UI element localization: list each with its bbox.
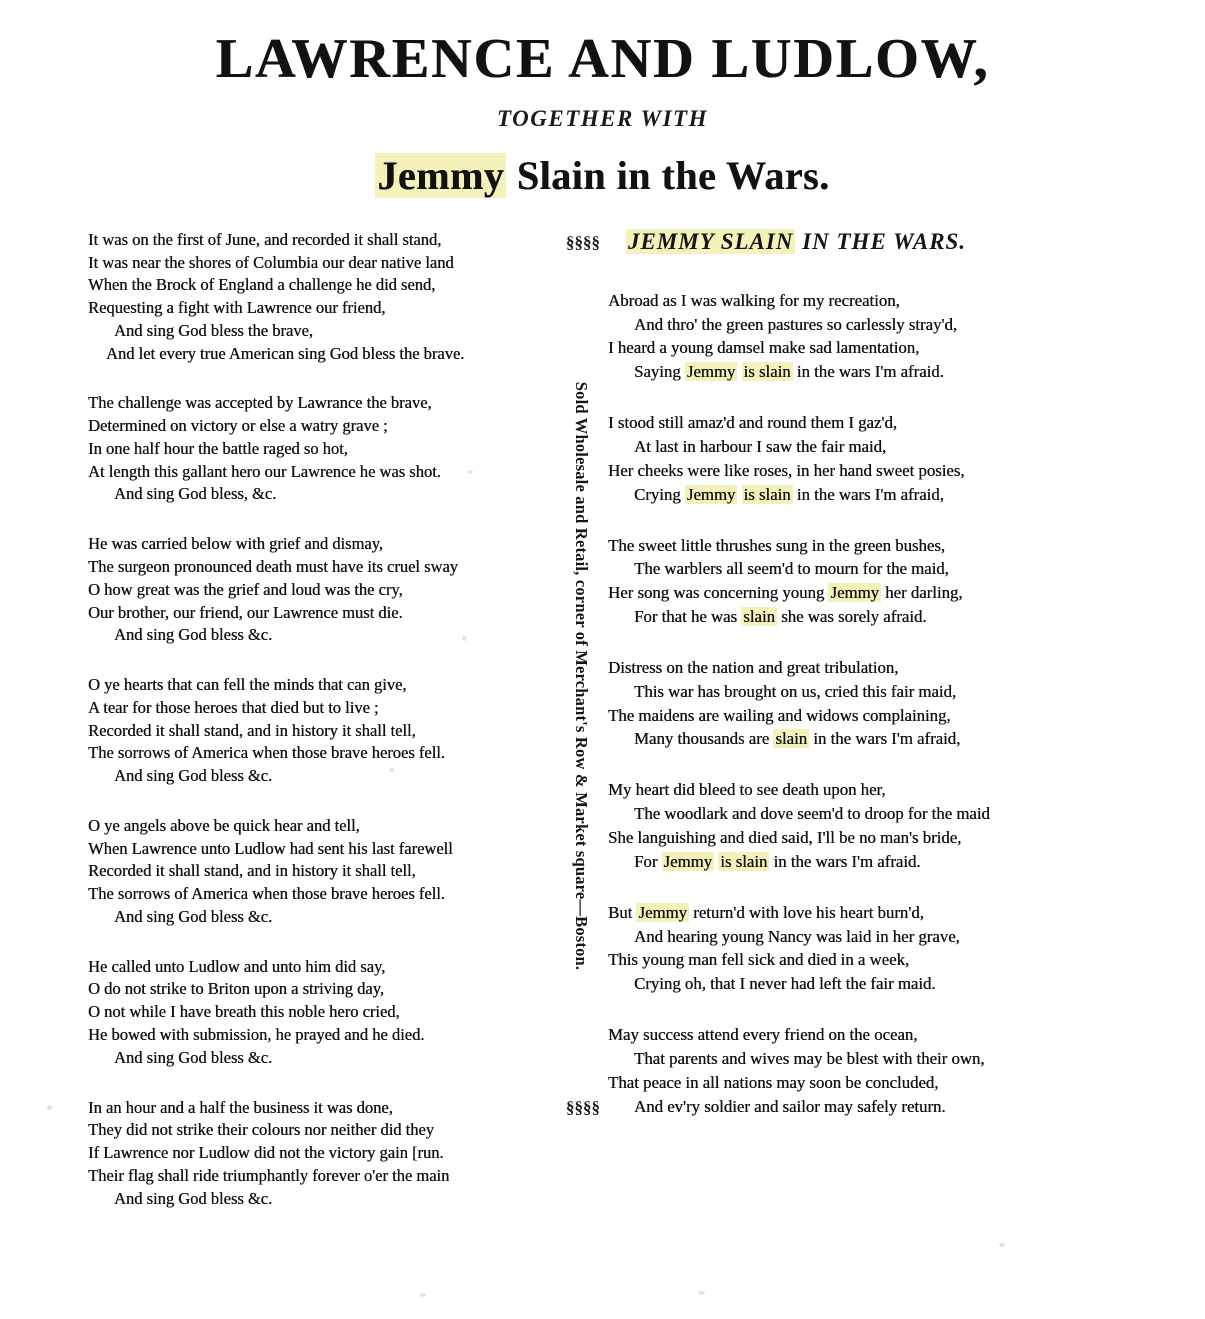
right-column-heading-rest: IN THE WARS.: [795, 228, 967, 254]
paper-speck: [999, 1243, 1005, 1247]
verse-line: At length this gallant hero our Lawrence he was shot.: [88, 461, 441, 481]
highlighted-term: slain: [775, 729, 808, 749]
highlighted-term: Jemmy: [638, 902, 687, 922]
stanza: [88, 674, 588, 788]
verse-line: My heart did bleed to see death upon her,: [608, 780, 886, 800]
second-song-title-rest: Slain in the Wars.: [506, 152, 830, 198]
masthead-subtitle: TOGETHER WITH: [497, 105, 708, 131]
verse-text: But: [608, 902, 637, 922]
stanza: [608, 534, 1088, 629]
verse-line: I stood still amaz'd and round them I gaz'd,: [608, 413, 897, 433]
verse-line: The sweet little thrushes sung in the green bushes,: [608, 535, 945, 555]
verse-line: Their flag shall ride triumphantly forever o'er the main: [88, 1165, 450, 1185]
verse-line: This war has brought on us, cried this fair maid,: [634, 681, 957, 701]
verse-line: He bowed with submission, he prayed and he died.: [88, 1025, 425, 1044]
column-right: [608, 229, 1088, 1146]
verse-line: [608, 581, 1088, 605]
second-song-title: [0, 152, 1205, 199]
verse-line: When Lawrence unto Ludlow had sent his last farewell: [88, 838, 453, 858]
verse-line: A tear for those heroes that died but to live ;: [88, 697, 379, 717]
stanza: [88, 533, 588, 647]
verse-text: Saying: [634, 362, 685, 382]
masthead: [0, 0, 1205, 199]
verse-line: He called unto Ludlow and unto him did say,: [88, 956, 386, 976]
imprint-rule-top: §§§§: [566, 233, 600, 252]
page-title: LAWRENCE AND LUDLOW,: [215, 28, 990, 90]
verse-line: That parents and wives may be blest with their own,: [634, 1048, 985, 1068]
highlighted-term: Jemmy: [686, 362, 736, 382]
verse-text: in the wars I'm afraid.: [769, 851, 921, 871]
text-columns: [0, 229, 1205, 1229]
verse-line: O how great was the grief and loud was the cry,: [88, 579, 403, 599]
highlighted-term: is slain: [743, 484, 791, 504]
verse-line: When the Brock of England a challenge he did send,: [88, 275, 436, 295]
highlighted-term: Jemmy: [830, 583, 879, 603]
stanza: [88, 229, 600, 366]
verse-line: Determined on victory or else a watry grave ;: [88, 416, 388, 436]
stanza: [608, 778, 1088, 873]
stanza: [608, 411, 1088, 506]
highlighted-term: is slain: [720, 851, 768, 871]
verse-line: This young man fell sick and died in a week,: [608, 950, 910, 970]
verse-line: The maidens are wailing and widows complaining,: [608, 705, 951, 725]
verse-line: In an hour and a half the business it was done,: [88, 1097, 393, 1117]
verse-line: O not while I have breath this noble hero cried,: [88, 1002, 400, 1022]
verse-text: in the wars I'm afraid,: [792, 484, 944, 504]
verse-line: And let every true American sing God bless the brave.: [106, 343, 465, 363]
verse-line: Recorded it shall stand, and in history it shall tell,: [88, 720, 416, 740]
paper-speck: [468, 470, 473, 474]
verse-text: return'd with love his heart burn'd,: [688, 902, 924, 922]
stanza: [88, 392, 588, 506]
second-song-title-highlight: Jemmy: [377, 152, 505, 198]
stanza: [608, 656, 1088, 751]
verse-line: It was on the first of June, and recorded it shall stand,: [88, 229, 442, 249]
right-column-heading: [626, 229, 1088, 255]
paper-speck: [698, 1291, 705, 1295]
verse-line: And ev'ry soldier and sailor may safely return.: [634, 1096, 946, 1116]
verse-line: Abroad as I was walking for my recreation,: [608, 290, 900, 310]
verse-line: [608, 727, 1088, 751]
verse-line: The sorrows of America when those brave heroes fell.: [88, 743, 445, 763]
verse-line: [608, 360, 1088, 384]
verse-line: The surgeon pronounced death must have its cruel sway: [88, 556, 458, 576]
verse-line: Distress on the nation and great tribulation,: [608, 657, 899, 677]
imprint-rule-bottom: §§§§: [566, 1098, 600, 1118]
verse-line: And sing God bless &c.: [114, 1188, 273, 1208]
column-left: [88, 229, 600, 1238]
verse-text: she was sorely afraid.: [776, 607, 927, 627]
verse-line: O ye angels above be quick hear and tell,: [88, 815, 360, 835]
verse-line: Recorded it shall stand, and in history it shall tell,: [88, 861, 416, 881]
highlighted-term: Jemmy: [663, 851, 712, 871]
verse-line: The warblers all seem'd to mourn for the maid,: [634, 559, 949, 579]
verse-line: And sing God bless &c.: [114, 906, 273, 926]
verse-line: Our brother, our friend, our Lawrence must die.: [88, 602, 403, 622]
right-column-heading-highlight: JEMMY SLAIN: [628, 228, 794, 254]
stanza: [88, 815, 588, 929]
verse-text: Her song was concerning young: [608, 583, 829, 603]
verse-line: May success attend every friend on the ocean,: [608, 1025, 918, 1045]
verse-text: For: [634, 851, 662, 871]
verse-line: [608, 901, 1088, 925]
highlighted-term: is slain: [743, 362, 791, 382]
verse-line: [608, 483, 1088, 507]
verse-line: And thro' the green pastures so carlessly stray'd,: [634, 314, 957, 334]
verse-line: And hearing young Nancy was laid in her grave,: [634, 926, 960, 946]
stanza: [88, 956, 588, 1070]
highlighted-term: Jemmy: [686, 484, 736, 504]
verse-line: The sorrows of America when those brave heroes fell.: [88, 884, 445, 904]
verse-text: her darling,: [880, 583, 963, 603]
verse-line: If Lawrence nor Ludlow did not the victory gain [run.: [88, 1143, 444, 1163]
verse-line: They did not strike their colours nor neither did they: [88, 1120, 434, 1140]
verse-text: Crying: [634, 484, 685, 504]
paper-speck: [462, 636, 467, 641]
imprint-text: Sold Wholesale and Retail, corner of Merchant's Row & Market square—Boston.: [572, 381, 591, 971]
verse-line: She languishing and died said, I'll be no man's bride,: [608, 827, 962, 847]
verse-line: [608, 605, 1088, 629]
verse-line: He was carried below with grief and dismay,: [88, 534, 383, 554]
verse-line: O do not strike to Briton upon a striving day,: [88, 979, 384, 999]
verse-text: For that he was: [634, 607, 742, 627]
stanza: [608, 1023, 1088, 1118]
verse-line: And sing God bless &c.: [114, 1047, 273, 1067]
verse-line: I heard a young damsel make sad lamentation,: [608, 338, 920, 358]
verse-line: Requesting a fight with Lawrence our friend,: [88, 298, 386, 318]
stanza: [88, 1097, 600, 1211]
paper-speck: [389, 768, 394, 772]
verse-line: It was near the shores of Columbia our dear native land: [88, 252, 454, 272]
stanza: [608, 289, 1088, 384]
stanza: [608, 901, 1088, 996]
verse-line: And sing God bless, &c.: [114, 484, 277, 504]
verse-line: And sing God bless &c.: [114, 625, 273, 645]
paper-speck: [47, 1105, 52, 1110]
verse-line: [608, 850, 1088, 874]
verse-line: The challenge was accepted by Lawrance the brave,: [88, 393, 432, 413]
verse-text: in the wars I'm afraid.: [792, 362, 944, 382]
verse-line: The woodlark and dove seem'd to droop for the maid: [634, 804, 990, 824]
verse-line: And sing God bless the brave,: [114, 320, 313, 340]
verse-line: And sing God bless &c.: [114, 766, 273, 786]
verse-text: Many thousands are: [634, 729, 774, 749]
verse-text: [737, 485, 741, 504]
paper-speck: [420, 1293, 426, 1297]
verse-line: That peace in all nations may soon be concluded,: [608, 1072, 939, 1092]
verse-line: In one half hour the battle raged so hot,: [88, 438, 348, 458]
verse-line: O ye hearts that can fell the minds that can give,: [88, 675, 407, 695]
verse-line: At last in harbour I saw the fair maid,: [634, 437, 887, 457]
verse-line: Crying oh, that I never had left the fair maid.: [634, 974, 936, 994]
verse-text: in the wars I'm afraid,: [809, 729, 961, 749]
verse-text: [737, 362, 741, 381]
highlighted-term: slain: [743, 607, 775, 627]
verse-line: Her cheeks were like roses, in her hand sweet posies,: [608, 460, 965, 480]
